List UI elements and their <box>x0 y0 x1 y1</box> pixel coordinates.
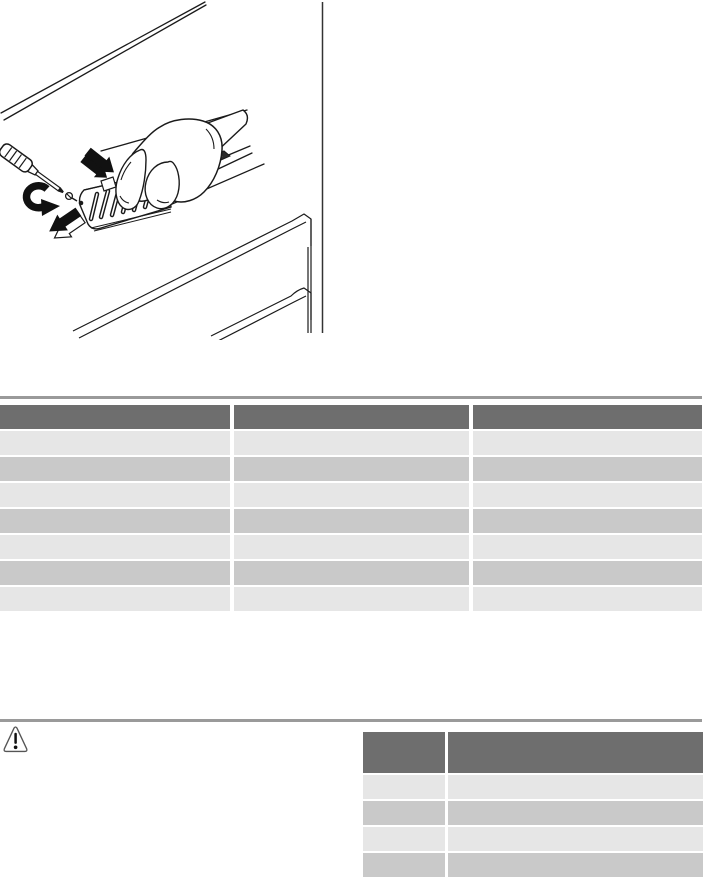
table-cell <box>363 827 445 851</box>
table-cell <box>448 853 703 877</box>
table-cell <box>0 483 230 507</box>
table-cell <box>234 483 469 507</box>
header-cell <box>0 405 230 429</box>
table-cell <box>0 509 230 533</box>
screw-hole <box>79 201 84 206</box>
table-row <box>0 509 702 533</box>
horizontal-rule-bottom <box>0 719 702 722</box>
press-arrow-icon <box>80 148 116 191</box>
grille-removal-drawing <box>0 0 330 340</box>
table-cell <box>234 535 469 559</box>
table-row <box>0 431 702 455</box>
rotation-arrow-icon <box>26 186 60 216</box>
table-cell <box>234 431 469 455</box>
table-cell <box>473 483 702 507</box>
table-cell <box>234 561 469 585</box>
table-cell <box>473 535 702 559</box>
table-row <box>0 457 702 481</box>
table-row <box>363 853 703 877</box>
technical-data-table <box>363 732 703 877</box>
drawer-front-lines <box>73 214 311 340</box>
table-cell <box>363 775 445 799</box>
table-cell <box>0 457 230 481</box>
table-row <box>0 587 702 611</box>
header-cell <box>363 732 445 773</box>
horizontal-rule-top <box>0 396 702 399</box>
screw-icon <box>66 193 77 201</box>
table-row <box>363 801 703 825</box>
table-cell <box>473 587 702 611</box>
table-row <box>363 827 703 851</box>
hand <box>116 110 248 209</box>
warning-triangle-icon <box>3 724 28 755</box>
table-cell <box>473 561 702 585</box>
table-header-row <box>363 732 703 773</box>
table-cell <box>473 457 702 481</box>
table-row <box>0 535 702 559</box>
table-cell <box>448 775 703 799</box>
table-cell <box>473 431 702 455</box>
table-cell <box>234 587 469 611</box>
table-cell <box>363 853 445 877</box>
table-row <box>363 775 703 799</box>
header-cell <box>473 405 702 429</box>
table-row <box>0 483 702 507</box>
table-cell <box>448 827 703 851</box>
header-cell <box>234 405 469 429</box>
table-cell <box>234 457 469 481</box>
table-header-row <box>0 405 702 429</box>
table-cell <box>473 509 702 533</box>
pull-out-arrow-icon <box>50 208 85 238</box>
table-cell <box>0 587 230 611</box>
table-row <box>0 561 702 585</box>
illustration <box>0 0 330 340</box>
table-cell <box>448 801 703 825</box>
table-cell <box>0 431 230 455</box>
header-cell <box>448 732 703 773</box>
table-cell <box>0 535 230 559</box>
table-cell <box>0 561 230 585</box>
table-cell <box>363 801 445 825</box>
table-cell <box>234 509 469 533</box>
troubleshooting-table <box>0 405 702 611</box>
